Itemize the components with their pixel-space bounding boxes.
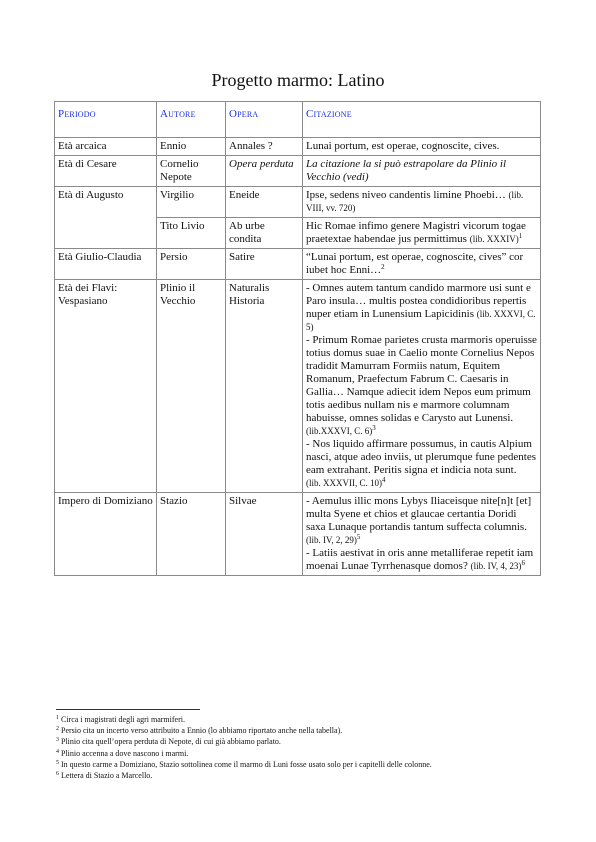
footnote xyxy=(56,748,546,759)
cell-citazione xyxy=(303,218,541,249)
table-row xyxy=(55,493,541,576)
header-autore: Autore xyxy=(157,102,226,138)
footnote-number: 2 xyxy=(56,726,59,733)
citation-item xyxy=(306,495,537,547)
citation-text: - Omnes autem tantum candido marmore usi sunt e Paro insula… multis postea condidioribus repertis nuper etiam in Lunensium Lapicidinis xyxy=(306,282,531,320)
citation-text: Hic Romae infimo genere Magistri vicorum togae praetextae habendae jus permittimus xyxy=(306,220,526,245)
footnote-number: 1 xyxy=(56,715,59,721)
table-row xyxy=(55,249,541,280)
footnote xyxy=(56,759,546,770)
table-header-row xyxy=(55,102,541,138)
cell-opera: Silvae xyxy=(226,493,303,576)
cell-autore: Stazio xyxy=(157,493,226,576)
footnote-text: Circa i magistrati degli agri marmiferi. xyxy=(61,715,185,724)
cell-autore: Cornelio Nepote xyxy=(157,156,226,187)
footnote xyxy=(56,736,546,747)
cell-autore: Plinio il Vecchio xyxy=(157,280,226,493)
footnote-marker: 4 xyxy=(382,476,386,484)
cell-citazione: Lunai portum, est operae, cognoscite, cives. xyxy=(303,138,541,156)
cell-opera: Annales ? xyxy=(226,138,303,156)
cell-opera: Eneide xyxy=(226,187,303,218)
cell-opera: Ab urbe condita xyxy=(226,218,303,249)
footnote-number: 6 xyxy=(56,771,59,778)
citation-ref: (lib. XXXIV) xyxy=(469,234,519,244)
footnote xyxy=(56,725,546,736)
footnote-number: 5 xyxy=(56,759,59,766)
cell-citazione: La citazione la si può estrapolare da Plinio il Vecchio (vedi) xyxy=(303,156,541,187)
footnote-text: Plinio cita quell’opera perduta di Nepote, di cui già abbiamo parlato. xyxy=(61,737,281,747)
cell-autore: Persio xyxy=(157,249,226,280)
footnote-number: 4 xyxy=(56,748,59,755)
footnote-marker: 6 xyxy=(521,559,525,567)
footnote-text: Persio cita un incerto verso attribuito a Ennio (lo abbiamo riportato anche nella tabella). xyxy=(61,726,343,736)
cell-periodo: Età Giulio-Claudia xyxy=(55,249,157,280)
citation-text: - Nos liquido affirmare possumus, in cautis Alpium nasci, atque adeo inviis, ut plerumque fune pedentes eam extrahant. Peritis signa et indicia nota sunt. xyxy=(306,438,537,476)
citation-ref: (lib.XXXVI, C. 6) xyxy=(306,426,373,436)
cell-opera: Satire xyxy=(226,249,303,280)
header-citazione: Citazione xyxy=(303,102,541,138)
citation-item xyxy=(306,438,537,490)
citation-ref: (lib. XXXVI, C. 5) xyxy=(306,309,536,332)
cell-opera: Opera perduta xyxy=(226,156,303,187)
cell-autore: Tito Livio xyxy=(157,218,226,249)
table-row xyxy=(55,156,541,187)
citation-table xyxy=(54,101,541,576)
footnote-number: 3 xyxy=(56,737,59,744)
footnote-divider xyxy=(56,709,200,710)
cell-periodo: Impero di Domiziano xyxy=(55,493,157,576)
citation-ref: (lib. IV, 4, 23) xyxy=(470,561,522,571)
footnote-marker: 3 xyxy=(372,424,376,432)
cell-citazione xyxy=(303,493,541,576)
footnote-marker: 5 xyxy=(356,533,361,541)
citation-ref: (lib. VIII, vv. 720) xyxy=(306,190,524,213)
footnote-text: Plinio accenna a dove nascono i marmi. xyxy=(61,748,189,758)
cell-periodo: Età arcaica xyxy=(55,138,157,156)
header-periodo: Periodo xyxy=(55,102,157,138)
citation-item xyxy=(306,334,537,438)
footnote xyxy=(56,770,546,781)
header-opera: Opera xyxy=(226,102,303,138)
cell-citazione xyxy=(303,187,541,218)
footnote-text: Lettera di Stazio a Marcello. xyxy=(61,771,153,781)
citation-text: - Aemulus illic mons Lybys Iliaceisque nite[n]t [et] multa Syene et chios et glaucae certantia Doridi saxa Lunaque portandis tantum suffecta columnis. xyxy=(306,495,532,533)
footnote xyxy=(56,714,546,725)
citation-item xyxy=(306,547,537,573)
citation-item xyxy=(306,282,537,334)
cell-periodo: Età di Augusto xyxy=(55,187,157,249)
footnote-text: In questo carme a Domiziano, Stazio sottolinea come il marmo di Luni fosse usato solo per i capitelli delle colonne. xyxy=(61,759,432,769)
cell-autore: Ennio xyxy=(157,138,226,156)
citation-text: Ipse, sedens niveo candentis limine Phoebi… xyxy=(306,189,506,201)
citation-text: - Primum Romae parietes crusta marmoris operuisse totius domus suae in Caelio monte Cornelius Nepos tradidit Mamurram Formiis natum, Equitem Romanum, Praefectum Fabrum C. Caesaris in Gallia… Namque adiecit idem Nepos eum primum totis aedibus nullam nis e marmore columnam habuisse, omnes solidas e Carysto aut Lunensi. xyxy=(306,334,537,424)
page-title: Progetto marmo: Latino xyxy=(211,70,385,90)
cell-citazione xyxy=(303,249,541,280)
citation-ref: (lib. IV, 2, 29) xyxy=(306,535,357,545)
citation-text: “Lunai portum, est operae, cognoscite, cives” cor iubet hoc Enni… xyxy=(306,251,524,276)
footnote-marker: 1 xyxy=(518,232,523,240)
table-row xyxy=(55,280,541,493)
cell-periodo: Età dei Flavi: Vespasiano xyxy=(55,280,157,493)
cell-citazione xyxy=(303,280,541,493)
citation-text: - Latiis aestivat in oris anne metalliferae repetit iam moenai Lunae Tyrrhenasque domos? xyxy=(306,547,534,572)
footnote-marker: 2 xyxy=(381,263,385,271)
footnotes xyxy=(56,714,546,781)
table-row xyxy=(55,138,541,156)
cell-opera: Naturalis Historia xyxy=(226,280,303,493)
cell-autore: Virgilio xyxy=(157,187,226,218)
citation-ref: (lib. XXXVII, C. 10) xyxy=(306,478,382,488)
table-row xyxy=(55,187,541,218)
cell-periodo: Età di Cesare xyxy=(55,156,157,187)
